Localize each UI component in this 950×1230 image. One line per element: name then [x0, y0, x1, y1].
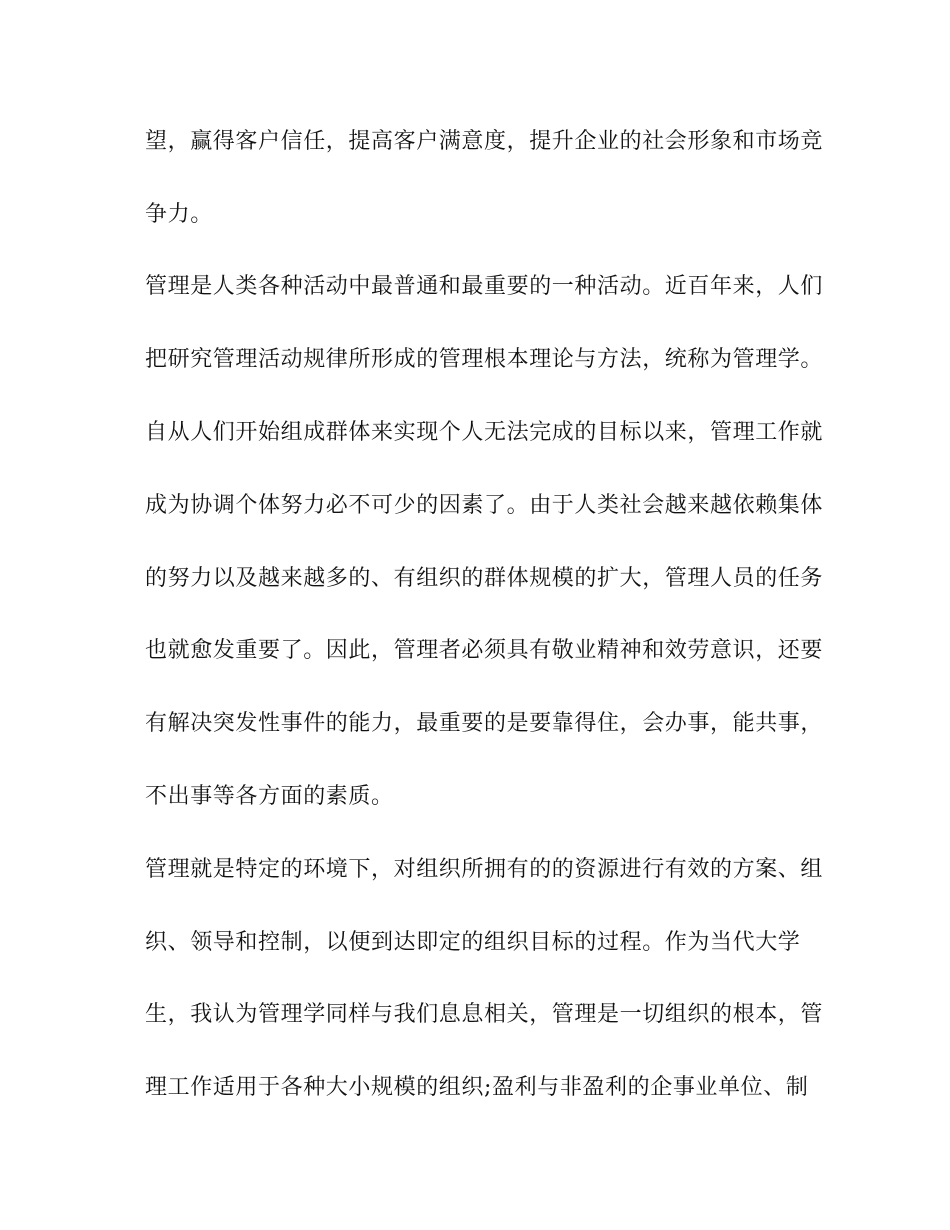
text-line: 织、领导和控制，以便到达即定的组织目标的过程。作为当代大学 [145, 930, 801, 955]
text-line: 也就愈发重要了。因此，管理者必须具有敬业精神和效劳意识，还要 [145, 638, 824, 663]
text-line: 有解决突发性事件的能力，最重要的是要靠得住，会办事，能共事， [145, 711, 824, 736]
text-line: 管理是人类各种活动中最普通和最重要的一种活动。近百年来，人们 [145, 274, 824, 299]
text-line: 理工作适用于各种大小规模的组织;盈利与非盈利的企事业单位、制 [145, 1075, 809, 1100]
text-line: 的努力以及越来越多的、有组织的群体规模的扩大，管理人员的任务 [145, 566, 824, 591]
text-line: 成为协调个体努力必不可少的因素了。由于人类社会越来越依赖集体 [145, 493, 824, 518]
text-line: 管理就是特定的环境下，对组织所拥有的的资源进行有效的方案、组 [145, 857, 824, 882]
text-line: 望，赢得客户信任，提高客户满意度，提升企业的社会形象和市场竞 [145, 129, 824, 154]
text-line: 生，我认为管理学同样与我们息息相关，管理是一切组织的根本，管 [145, 1002, 824, 1027]
text-line: 不出事等各方面的素质。 [145, 784, 394, 809]
text-line: 把研究管理活动规律所形成的管理根本理论与方法，统称为管理学。 [145, 347, 824, 372]
text-line: 自从人们开始组成群体来实现个人无法完成的目标以来，管理工作就 [145, 420, 824, 445]
text-line: 争力。 [145, 202, 213, 227]
